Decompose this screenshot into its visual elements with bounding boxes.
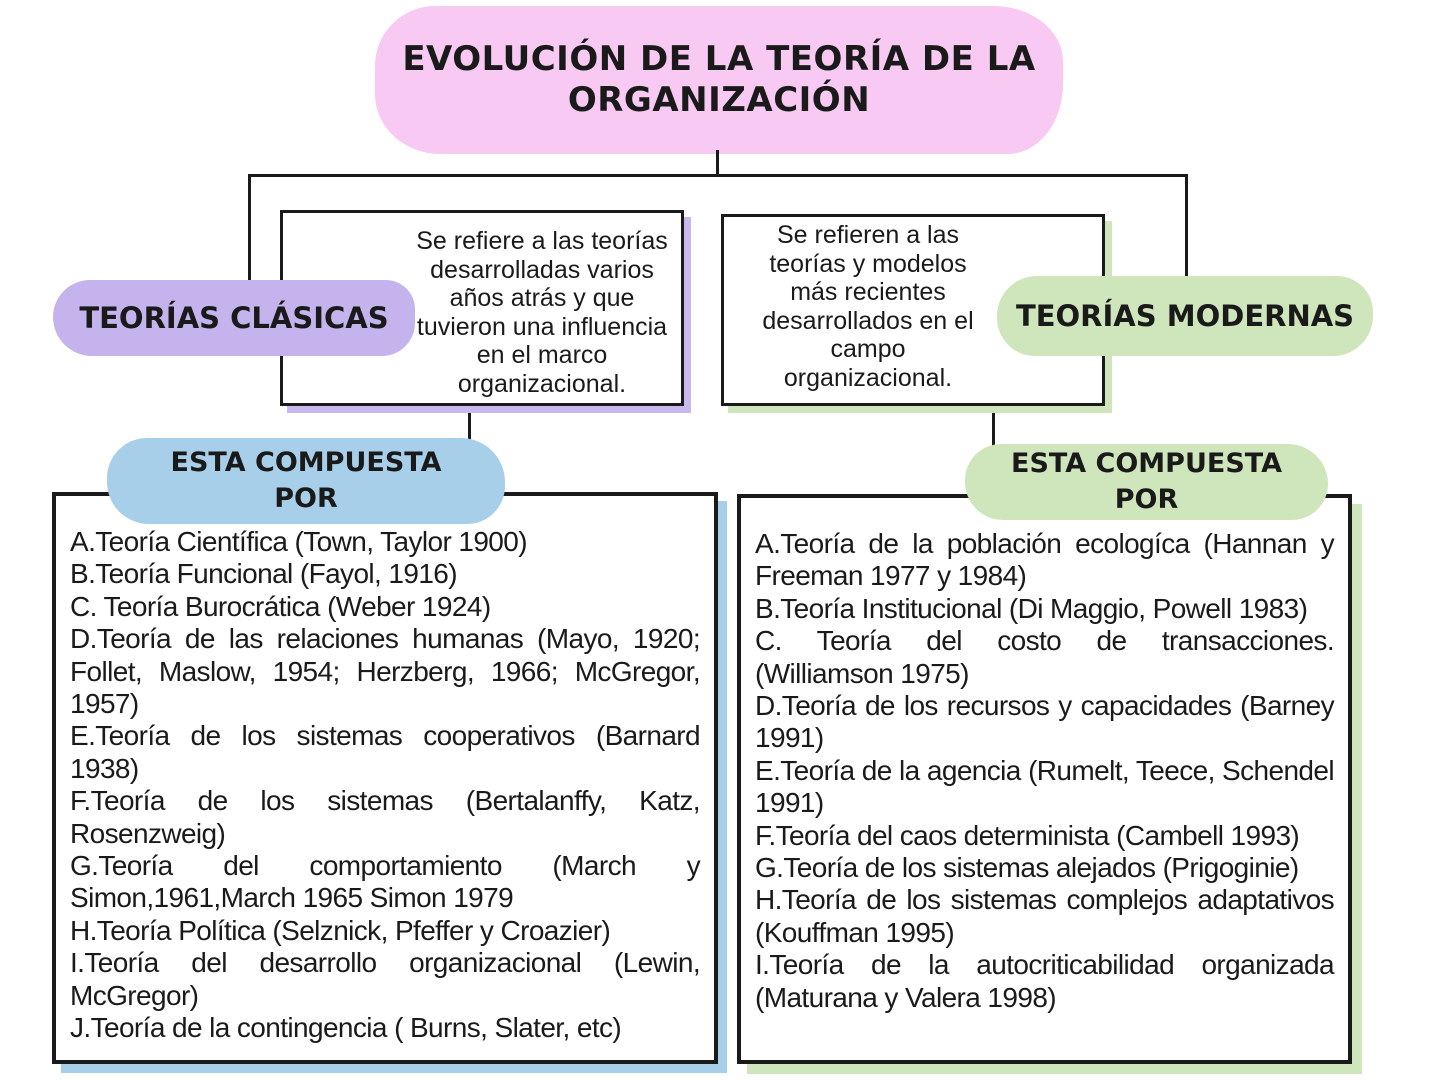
connector-left-down [248, 174, 251, 282]
list-item: A.Teoría de la población ecologíca (Hannan y Freeman 1977 y 1984) [755, 528, 1334, 592]
classic-theories-list [52, 492, 718, 1064]
list-item: F.Teoría de los sistemas (Bertalanffy, Katz, Rosenzweig) [70, 785, 700, 849]
modern-composed-label-blob [965, 444, 1328, 520]
modern-theories-list [737, 494, 1352, 1064]
list-item: D.Teoría de los recursos y capacidades (Barney 1991) [755, 690, 1334, 754]
classic-description: Se refiere a las teorías desarrolladas varios años atrás y que tuvieron una influencia en el marco organizacional. [416, 227, 668, 398]
list-item: B.Teoría Funcional (Fayol, 1916) [70, 558, 458, 590]
modern-theories-label: TEORÍAS MODERNAS [1015, 299, 1355, 333]
list-item: C. Teoría del costo de transacciones. (Williamson 1975) [755, 625, 1334, 689]
modern-composed-label: ESTA COMPUESTA POR [1011, 448, 1282, 515]
list-item: G.Teoría de los sistemas alejados (Prigoginie) [755, 852, 1299, 884]
connector-right-down [1185, 174, 1188, 282]
list-item: G.Teoría del comportamiento (March y Simon,1961,March 1965 Simon 1979 [70, 850, 700, 914]
list-item: I.Teoría de la autocriticabilidad organizada (Maturana y Valera 1998) [755, 949, 1334, 1013]
list-item: F.Teoría del caos determinista (Cambell 1993) [755, 819, 1300, 851]
list-item: E.Teoría de la agencia (Rumelt, Teece, Schendel 1991) [755, 754, 1334, 819]
classic-composed-label-blob [107, 438, 505, 524]
list-item: A.Teoría Científica (Town, Taylor 1900) [70, 526, 527, 557]
list-item: B.Teoría Institucional (Di Maggio, Powell 1983) [755, 592, 1308, 624]
list-item: H.Teoría de los sistemas complejos adaptativos (Kouffman 1995) [755, 884, 1334, 948]
list-item: D.Teoría de las relaciones humanas (Mayo, 1920; Follet, Maslow, 1954; Herzberg, 1966; McGregor, 1957) [70, 623, 700, 720]
diagram-title: EVOLUCIÓN DE LA TEORÍA DE LA ORGANIZACIÓN [402, 39, 1036, 120]
classic-theories-label: TEORÍAS CLÁSICAS [79, 301, 389, 335]
connector-title-down [716, 150, 719, 176]
list-item: C. Teoría Burocrática (Weber 1924) [70, 590, 491, 622]
modern-theories-label-blob [997, 276, 1373, 356]
list-item: E.Teoría de los sistemas cooperativos (Barnard 1938) [70, 720, 700, 784]
classic-composed-label: ESTA COMPUESTA POR [170, 447, 442, 514]
connector-horizontal [248, 174, 1188, 177]
list-item: I.Teoría del desarrollo organizacional (Lewin, McGregor) [70, 947, 700, 1011]
list-item: H.Teoría Política (Selznick, Pfeffer y Croazier) [70, 914, 611, 946]
connector-modern-composed [992, 406, 995, 446]
classic-theories-label-blob [53, 280, 415, 356]
title-blob [375, 6, 1063, 154]
modern-description: Se refieren a las teorías y modelos más recientes desarrollados en el campo organizacional. [762, 221, 974, 392]
list-item: J.Teoría de la contingencia ( Burns, Slater, etc) [70, 1012, 622, 1044]
